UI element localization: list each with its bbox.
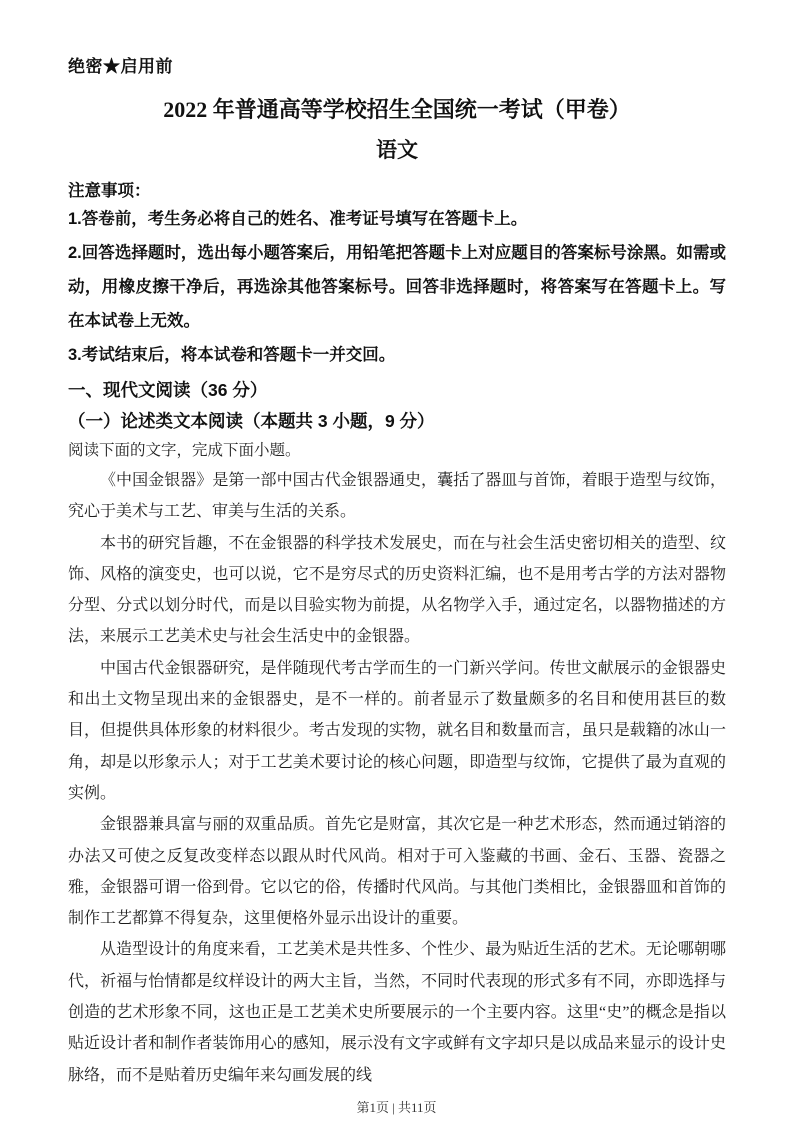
- section-heading-modern-reading: 一、现代文阅读（36 分）: [68, 380, 268, 400]
- reading-paragraph-1: 《中国金银器》是第一部中国古代金银器通史，囊括了器皿与首饰，着眼于造型与纹饰，究心于美术与工艺、审美与生活的关系。: [68, 472, 726, 521]
- subsection-heading-argumentative-reading: （一）论述类文本阅读（本题共 3 小题，9 分）: [68, 411, 435, 431]
- notice-item-1: 1.答卷前，考生务必将自己的姓名、准考证号填写在答题卡上。: [68, 210, 528, 228]
- page-content: [0, 56, 793, 1091]
- reading-paragraph-4: 金银器兼具富与丽的双重品质。首先它是财富，其次它是一种艺术形态，然而通过销溶的办法又可使之反复改变样态以跟从时代风尚。相对于可入鉴藏的书画、金石、玉器、瓷器之雅，金银器可谓一俗到骨。它以它的俗，传播时代风尚。与其他门类相比，金银器皿和首饰的制作工艺都算不得复杂，这里便格外显示出设计的重要。: [68, 816, 726, 928]
- page-number-footer: 第1页 | 共11页: [356, 1100, 437, 1115]
- notice-heading: 注意事项：: [68, 182, 151, 200]
- reading-instruction: 阅读下面的文字，完成下面小题。: [68, 442, 301, 459]
- reading-paragraph-3: 中国古代金银器研究，是伴随现代考古学而生的一门新兴学问。传世文献展示的金银器史和出土文物呈现出来的金银器史，是不一样的。前者显示了数量颇多的名目和使用甚巨的数目，但提供具体形象的材料很少。考古发现的实物，就名目和数量而言，虽只是载籍的冰山一角，却是以形象示人；对于工艺美术要讨论的核心问题，即造型与纹饰，它提供了最为直观的实例。: [68, 659, 726, 802]
- reading-paragraph-2: 本书的研究旨趣，不在金银器的科学技术发展史，而在与社会生活史密切相关的造型、纹饰、风格的演变史，也可以说，它不是穷尽式的历史资料汇编，也不是用考古学的方法对器物分型、分式以划分时代，而是以目验实物为前提，从名物学入手，通过定名，以器物描述的方法，来展示工艺美术史与社会生活史中的金银器。: [68, 534, 726, 646]
- notice-item-2: 2.回答选择题时，选出每小题答案后，用铅笔把答题卡上对应题目的答案标号涂黑。如需或动，用橡皮擦干净后，再选涂其他答案标号。回答非选择题时，将答案写在答题卡上。写在本试卷上无效。: [68, 244, 726, 330]
- subject-title: 语文: [376, 139, 418, 162]
- classification-label: 绝密★启用前: [68, 57, 173, 76]
- reading-paragraph-5: 从造型设计的角度来看，工艺美术是共性多、个性少、最为贴近生活的艺术。无论哪朝哪代，祈福与怡情都是纹样设计的两大主旨，当然，不同时代表现的形式多有不同，亦即选择与创造的艺术形象不同，这也正是工艺美术史所要展示的一个主要内容。这里“史”的概念是指以贴近设计者和制作者装饰用心的感知，展示没有文字或鲜有文字却只是以成品来显示的设计史脉络，而不是贴着历史编年来勾画发展的线: [68, 941, 726, 1084]
- notice-item-3: 3.考试结束后，将本试卷和答题卡一并交回。: [68, 346, 396, 364]
- exam-title: 2022 年普通高等学校招生全国统一考试（甲卷）: [163, 97, 631, 122]
